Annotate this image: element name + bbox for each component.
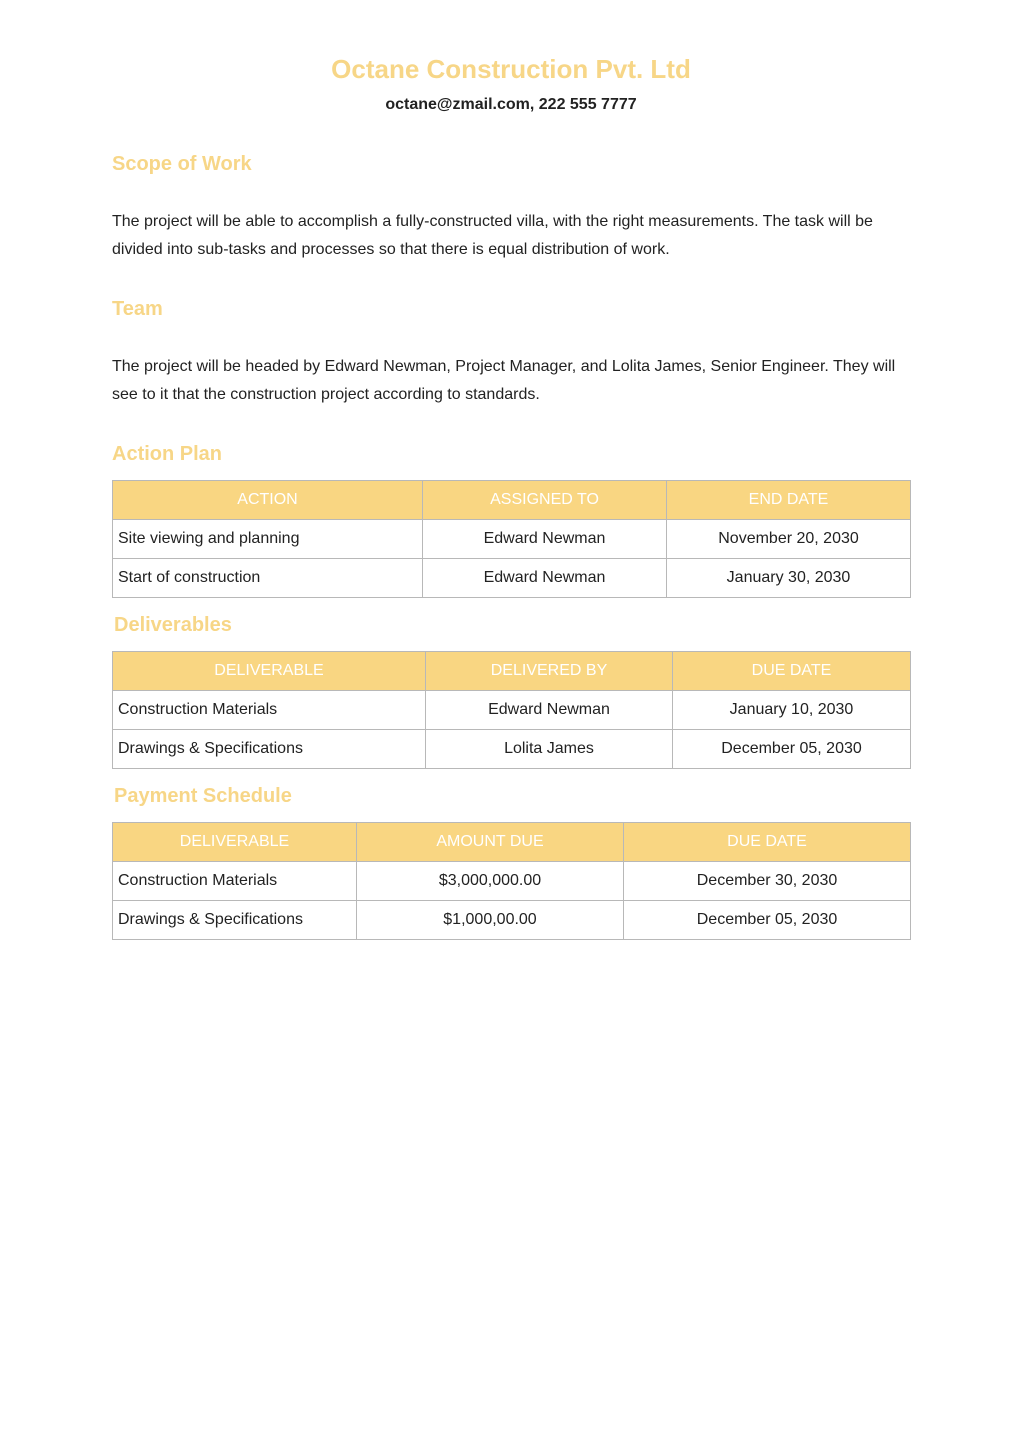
action-cell: Site viewing and planning (113, 520, 423, 559)
column-header-due-date: DUE DATE (624, 823, 911, 862)
table-row (113, 862, 911, 901)
table-row (113, 520, 911, 559)
table-row (113, 691, 911, 730)
scope-text: The project will be able to accomplish a fully-constructed villa, with the right measurements. The task will be divided into sub-tasks and processes so that there is equal distribution of work. (112, 213, 873, 258)
assigned-to-cell: Edward Newman (423, 520, 667, 559)
amount-due-cell: $3,000,000.00 (357, 862, 624, 901)
payment-schedule-table (112, 822, 911, 940)
deliverable-cell: Construction Materials (113, 691, 426, 730)
deliverables-table (112, 651, 911, 769)
team-text: The project will be headed by Edward Newman, Project Manager, and Lolita James, Senior Engineer. They will see to it that the construction project according to standards. (112, 358, 896, 403)
due-date-cell: January 10, 2030 (673, 691, 911, 730)
delivered-by-cell: Edward Newman (426, 691, 673, 730)
deliverable-cell: Drawings & Specifications (113, 730, 426, 769)
payment-schedule-heading: Payment Schedule (114, 785, 292, 807)
due-date-cell: December 30, 2030 (624, 862, 911, 901)
column-header-due-date: DUE DATE (673, 652, 911, 691)
table-header-row (113, 481, 911, 520)
scope-heading: Scope of Work (112, 153, 252, 175)
column-header-amount-due: AMOUNT DUE (357, 823, 624, 862)
deliverable-cell: Drawings & Specifications (113, 901, 357, 940)
company-contact: octane@zmail.com, 222 555 7777 (385, 96, 637, 113)
table-row (113, 730, 911, 769)
team-heading: Team (112, 298, 163, 320)
table-header-row (113, 823, 911, 862)
assigned-to-cell: Edward Newman (423, 559, 667, 598)
table-row (113, 559, 911, 598)
table-header-row (113, 652, 911, 691)
column-header-end-date: END DATE (667, 481, 911, 520)
action-plan-table (112, 480, 911, 598)
column-header-assigned-to: ASSIGNED TO (423, 481, 667, 520)
action-plan-heading: Action Plan (112, 443, 223, 465)
amount-due-cell: $1,000,00.00 (357, 901, 624, 940)
column-header-delivered-by: DELIVERED BY (426, 652, 673, 691)
action-cell: Start of construction (113, 559, 423, 598)
deliverables-heading: Deliverables (114, 614, 232, 636)
deliverable-cell: Construction Materials (113, 862, 357, 901)
column-header-deliverable: DELIVERABLE (113, 823, 357, 862)
company-name: Octane Construction Pvt. Ltd (331, 54, 691, 84)
table-row (113, 901, 911, 940)
due-date-cell: December 05, 2030 (673, 730, 911, 769)
due-date-cell: December 05, 2030 (624, 901, 911, 940)
delivered-by-cell: Lolita James (426, 730, 673, 769)
end-date-cell: November 20, 2030 (667, 520, 911, 559)
column-header-deliverable: DELIVERABLE (113, 652, 426, 691)
end-date-cell: January 30, 2030 (667, 559, 911, 598)
column-header-action: ACTION (113, 481, 423, 520)
